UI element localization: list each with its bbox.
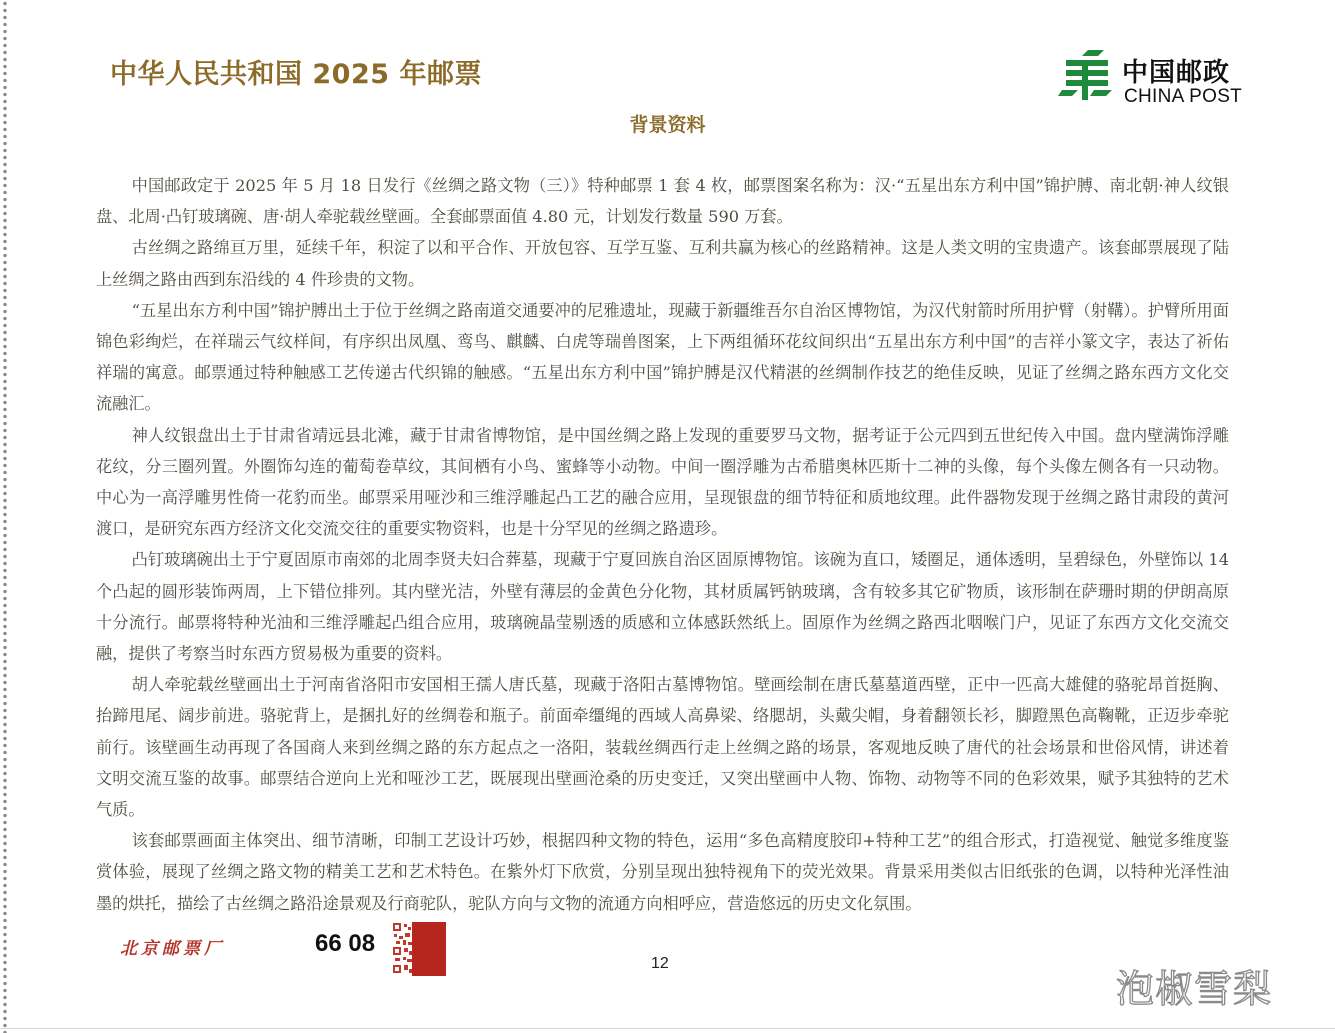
page-number: 12 (651, 955, 669, 972)
paragraph: 凸钉玻璃碗出土于宁夏固原市南郊的北周李贤夫妇合葬墓，现藏于宁夏回族自治区固原博物馆。该碗为直口，矮圈足，通体透明，呈碧绿色，外壁饰以 14 个凸起的圆形装饰两周，上下错位排列。其内壁光洁，外壁有薄层的金黄色分化物，其材质属钙钠玻璃，含有较多其它矿物质，该形制在萨珊时期的伊朗高原十分流行。邮票将特种光油和三维浮雕起凸组合应用，玻璃碗晶莹剔透的质感和立体感跃然纸上。固原作为丝绸之路西北咽喉门户，见证了东西方文化交流交融，提供了考察当时东西方贸易极为重要的资料。 (96, 550, 1229, 664)
watermark: 泡椒雪梨 (1116, 967, 1273, 1011)
red-color-block (412, 922, 446, 976)
printer-seal: 北京邮票厂 (120, 939, 225, 959)
perforation-edge (2, 0, 8, 1033)
china-post-logo-icon (1058, 46, 1116, 104)
logo-english-text: CHINA POST (1124, 86, 1243, 107)
qr-code-icon (393, 923, 413, 975)
paragraph: 神人纹银盘出土于甘肃省靖远县北滩，藏于甘肃省博物馆，是中国丝绸之路上发现的重要罗马文物，据考证于公元四到五世纪传入中国。盘内壁满饰浮雕花纹，分三圈列置。外圈饰勾连的葡萄卷草纹，其间栖有小鸟、蜜蜂等小动物。中间一圈浮雕为古希腊奥林匹斯十二神的头像，每个头像左侧各有一只动物。中心为一高浮雕男性倚一花豹而坐。邮票采用哑沙和三维浮雕起凸工艺的融合应用，呈现银盘的细节特征和质地纹理。此件器物发现于丝绸之路甘肃段的黄河渡口，是研究东西方经济文化交流交往的重要实物资料，也是十分罕见的丝绸之路遗珍。 (96, 425, 1229, 539)
document-body (96, 170, 1229, 919)
paragraph: 中国邮政定于 2025 年 5 月 18 日发行《丝绸之路文物（三）》特种邮票 1 套 4 枚，邮票图案名称为：汉·“五星出东方利中国”锦护膊、南北朝·神人纹银盘、北周·凸钉玻璃碗、唐·胡人牵驼载丝壁画。全套邮票面值 4.80 元，计划发行数量 590 万套。 (96, 176, 1229, 227)
paragraph: 古丝绸之路绵亘万里，延续千年，积淀了以和平合作、开放包容、互学互鉴、互利共赢为核心的丝路精神。这是人类文明的宝贵遗产。该套邮票展现了陆上丝绸之路由西到东沿线的 4 件珍贵的文物。 (96, 238, 1229, 289)
page-title: 中华人民共和国 2025 年邮票 (110, 59, 482, 90)
print-code: 66 08 (315, 930, 376, 957)
bottom-divider (0, 1028, 1335, 1029)
china-post-logo (1058, 46, 1248, 106)
paragraph: 该套邮票画面主体突出、细节清晰，印制工艺设计巧妙，根据四种文物的特色，运用“多色高精度胶印+特种工艺”的组合形式，打造视觉、触觉多维度鉴赏体验，展现了丝绸之路文物的精美工艺和艺术特色。在紫外灯下欣赏，分别呈现出独特视角下的荧光效果。背景采用类似古旧纸张的色调，以特种光泽性油墨的烘托，描绘了古丝绸之路沿途景观及行商驼队，驼队方向与文物的流通方向相呼应，营造悠远的历史文化氛围。 (96, 831, 1230, 913)
paragraph: “五星出东方利中国”锦护膊出土于位于丝绸之路南道交通要冲的尼雅遗址，现藏于新疆维吾尔自治区博物馆，为汉代射箭时所用护臂（射鞲）。护臂所用面锦色彩绚烂，在祥瑞云气纹样间，有序织出凤凰、鸾鸟、麒麟、白虎等瑞兽图案，上下两组循环花纹间织出“五星出东方利中国”的吉祥小篆文字，表达了祈佑祥瑞的寓意。邮票通过特种触感工艺传递古代织锦的触感。“五星出东方利中国”锦护膊是汉代精湛的丝绸制作技艺的绝佳反映，见证了丝绸之路东西方文化交流融汇。 (96, 300, 1229, 414)
logo-chinese-text: 中国邮政 (1122, 58, 1231, 88)
paragraph: 胡人牵驼载丝壁画出土于河南省洛阳市安国相王孺人唐氏墓，现藏于洛阳古墓博物馆。壁画绘制在唐氏墓墓道西壁，正中一匹高大雄健的骆驼昂首挺胸、抬蹄甩尾、阔步前进。骆驼背上，是捆扎好的丝绸卷和瓶子。前面牵缰绳的西域人高鼻梁、络腮胡，头戴尖帽，身着翻领长衫，脚蹬黑色高鞠靴，正迈步牵驼前行。该壁画生动再现了各国商人来到丝绸之路的东方起点之一洛阳，装载丝绸西行走上丝绸之路的场景，客观地反映了唐代的社会场景和世俗风情，讲述着文明交流互鉴的故事。邮票结合逆向上光和哑沙工艺，既展现出壁画沧桑的历史变迁，又突出壁画中人物、饰物、动物等不同的色彩效果，赋予其独特的艺术气质。 (96, 675, 1229, 820)
section-heading: 背景资料 (629, 114, 706, 136)
